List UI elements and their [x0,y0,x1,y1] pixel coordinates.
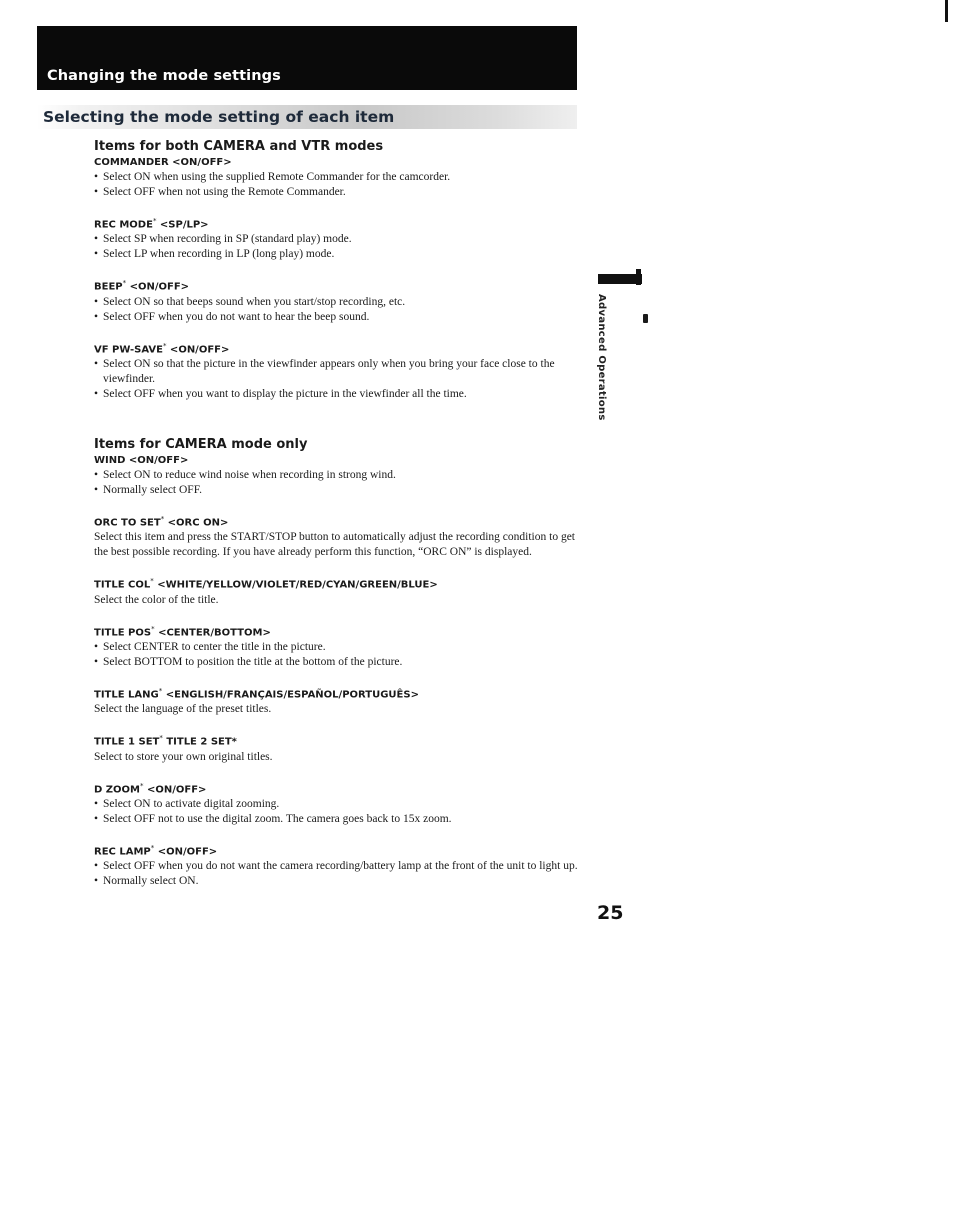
item-label: WIND <ON/OFF> [94,454,189,466]
main-content [94,139,584,903]
bullet: • Select OFF when not using the Remote Commander. [94,185,584,200]
item-beep [94,276,584,324]
item-title-set [94,731,584,764]
item-label: TITLE COL* <WHITE/YELLOW/VIOLET/RED/CYAN/GREEN/BLUE> [94,577,438,591]
side-tab-label: Advanced Operations [596,294,607,421]
item-label: TITLE 1 SET* TITLE 2 SET* [94,734,237,748]
bullet: • Select ON so that the picture in the viewfinder appears only when you bring your face close to the viewfinder. [94,357,584,387]
bullet: • Select LP when recording in LP (long play) mode. [94,247,584,262]
group-heading: Items for CAMERA mode only [94,436,308,452]
bullet: • Select OFF not to use the digital zoom. The camera goes back to 15x zoom. [94,812,584,827]
bullet: • Normally select OFF. [94,483,584,498]
item-description: Select the language of the preset titles. [94,703,272,716]
bullet: • Select OFF when you do not want the camera recording/battery lamp at the front of the unit to light up. [94,859,584,874]
bullet: • Select ON when using the supplied Remote Commander for the camcorder. [94,170,584,185]
item-bullets [94,859,584,889]
item-bullets [94,232,584,262]
bullet: • Select BOTTOM to position the title at the bottom of the picture. [94,655,584,670]
item-bullets [94,170,584,200]
item-bullets [94,797,584,827]
item-title-col [94,574,584,607]
item-label: REC LAMP* <ON/OFF> [94,843,218,858]
item-bullets [94,295,584,325]
item-rec-lamp [94,841,584,889]
item-rec-mode [94,214,584,262]
bullet: • Select ON to reduce wind noise when recording in strong wind. [94,468,584,483]
group-camera-only [94,437,584,889]
group-heading: Items for both CAMERA and VTR modes [94,139,384,154]
page-edge-mark [945,0,948,22]
group-both-modes [94,139,584,402]
item-title-pos [94,622,584,670]
margin-mark [643,314,648,323]
item-bullets [94,468,584,498]
item-label: TITLE POS* <CENTER/BOTTOM> [94,624,271,638]
item-title-lang [94,684,584,717]
bullet: • Select CENTER to center the title in the picture. [94,640,584,655]
item-d-zoom [94,779,584,827]
section-tab-cap [636,269,641,285]
page-number: 25 [597,902,624,924]
chapter-header-bar [37,26,577,90]
item-label: D ZOOM* <ON/OFF> [94,781,207,795]
item-label: VF PW-SAVE* <ON/OFF> [94,341,230,355]
item-bullets [94,640,584,670]
item-wind [94,454,584,498]
item-commander [94,156,584,200]
chapter-title: Changing the mode settings [47,68,281,84]
item-label: TITLE LANG* <ENGLISH/FRANÇAIS/ESPAÑOL/PORTUGUÊS> [94,686,419,701]
bullet: • Select OFF when you do not want to hear the beep sound. [94,310,584,325]
bullet: • Select ON so that beeps sound when you start/stop recording, etc. [94,295,584,310]
item-label: REC MODE* <SP/LP> [94,217,209,231]
item-description: Select the color of the title. [94,593,219,606]
bullet: • Select OFF when you want to display the picture in the viewfinder all the time. [94,387,584,402]
item-description: Select to store your own original titles. [94,750,273,763]
item-bullets [94,357,584,402]
item-description: Select this item and press the START/STOP button to automatically adjust the recording condition to get the best possible recording. If you have already perform this function, “ORC ON” is displayed. [94,531,575,559]
bullet: • Select ON to activate digital zooming. [94,797,584,812]
item-label: ORC TO SET* <ORC ON> [94,514,229,529]
section-title: Selecting the mode setting of each item [43,108,395,126]
item-label: BEEP* <ON/OFF> [94,279,190,293]
section-title-band [37,105,577,129]
bullet: • Normally select ON. [94,874,584,889]
item-orc-to-set [94,512,584,560]
item-label: COMMANDER <ON/OFF> [94,157,232,168]
item-vf-pw-save [94,339,584,402]
bullet: • Select SP when recording in SP (standard play) mode. [94,232,584,247]
